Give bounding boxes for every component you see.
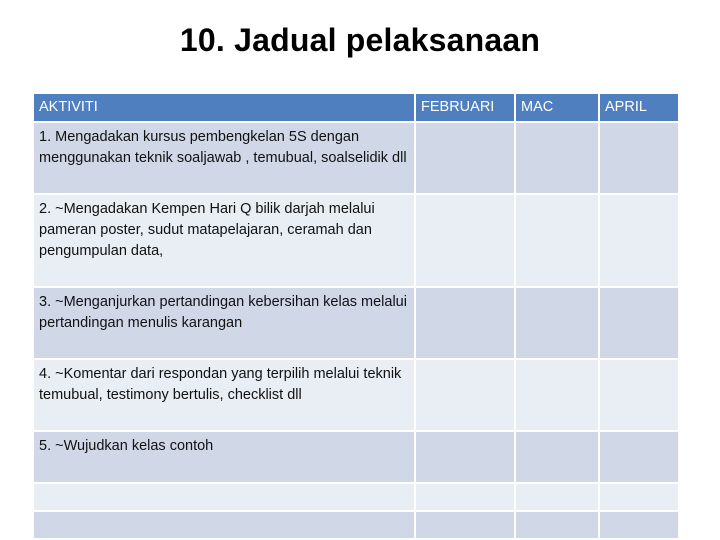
activity-cell xyxy=(33,287,415,359)
february-cell xyxy=(415,194,515,287)
activity-cell xyxy=(33,511,415,539)
activity-cell xyxy=(33,359,415,431)
table-row xyxy=(33,483,679,511)
february-cell xyxy=(415,431,515,483)
activity-text: 1. Mengadakan kursus pembengkelan 5S dengan menggunakan teknik soaljawab , temubual, soalselidik dll xyxy=(39,129,407,166)
table-row xyxy=(33,511,679,539)
table-row xyxy=(33,287,679,359)
april-cell xyxy=(599,359,679,431)
activity-text: 3. ~Menganjurkan pertandingan kebersihan kelas melalui pertandingan menulis karangan xyxy=(39,294,407,331)
schedule-table xyxy=(32,92,680,540)
page-title: 10. Jadual pelaksanaan xyxy=(179,22,541,58)
february-cell xyxy=(415,359,515,431)
activity-text: 2. ~Mengadakan Kempen Hari Q bilik darjah melalui pameran poster, sudut matapelajaran, ceramah dan pengumpulan data, xyxy=(39,201,375,259)
april-cell xyxy=(599,287,679,359)
february-cell xyxy=(415,122,515,194)
march-cell xyxy=(515,483,599,511)
table-header-row xyxy=(33,93,679,122)
april-cell xyxy=(599,431,679,483)
march-cell xyxy=(515,511,599,539)
activity-text: 4. ~Komentar dari respondan yang terpilih melalui teknik temubual, testimony bertulis, checklist dll xyxy=(39,366,402,403)
april-cell xyxy=(599,483,679,511)
march-cell xyxy=(515,287,599,359)
activity-cell xyxy=(33,122,415,194)
activity-cell xyxy=(33,431,415,483)
march-cell xyxy=(515,431,599,483)
march-cell xyxy=(515,194,599,287)
table-row xyxy=(33,194,679,287)
activity-cell xyxy=(33,483,415,511)
table-row xyxy=(33,359,679,431)
april-cell xyxy=(599,122,679,194)
april-cell xyxy=(599,194,679,287)
february-cell xyxy=(415,287,515,359)
header-april: APRIL xyxy=(599,93,679,122)
april-cell xyxy=(599,511,679,539)
activity-cell xyxy=(33,194,415,287)
header-march: MAC xyxy=(515,93,599,122)
table-row xyxy=(33,122,679,194)
activity-text: 5. ~Wujudkan kelas contoh xyxy=(39,438,214,454)
header-february: FEBRUARI xyxy=(415,93,515,122)
table-row xyxy=(33,431,679,483)
february-cell xyxy=(415,511,515,539)
march-cell xyxy=(515,359,599,431)
march-cell xyxy=(515,122,599,194)
february-cell xyxy=(415,483,515,511)
header-activity: AKTIVITI xyxy=(33,93,415,122)
